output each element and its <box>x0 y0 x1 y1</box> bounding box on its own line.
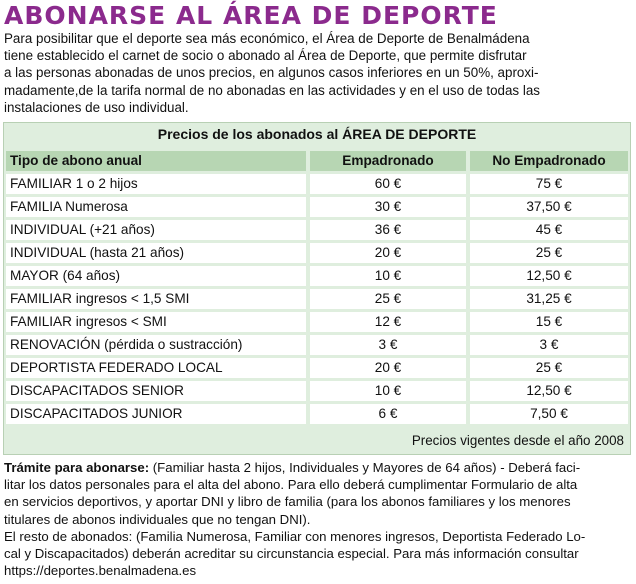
cell-no-empadronado: 25 € <box>466 358 628 378</box>
cell-tipo: MAYOR (64 años) <box>6 266 306 286</box>
cell-empadronado: 6 € <box>306 404 466 424</box>
cell-no-empadronado: 15 € <box>466 312 628 332</box>
notes-first-line-rest: (Familiar hasta 2 hijos, Individuales y Mayores de 64 años) - Deberá faci- <box>149 460 581 475</box>
intro-line: a las personas abonadas de unos precios, en algunos casos inferiores en un 50%, aproxi- <box>4 65 539 81</box>
table-footer: Precios vigentes desde el año 2008 <box>411 433 624 448</box>
table-row <box>6 312 628 332</box>
notes-line: en servicios deportivos, y aportar DNI y libro de familia (para los abonos familiares y los menores <box>4 494 571 510</box>
cell-no-empadronado: 12,50 € <box>466 266 628 286</box>
notes-paragraph <box>4 459 630 579</box>
table-row <box>6 289 628 309</box>
table-row <box>6 197 628 217</box>
table-row <box>6 266 628 286</box>
cell-no-empadronado: 7,50 € <box>466 404 628 424</box>
cell-tipo: INDIVIDUAL (hasta 21 años) <box>6 243 306 263</box>
cell-empadronado: 20 € <box>306 243 466 263</box>
cell-empadronado: 30 € <box>306 197 466 217</box>
cell-tipo: DISCAPACITADOS SENIOR <box>6 381 306 401</box>
table-row <box>6 335 628 355</box>
intro-line: instalaciones de uso individual. <box>4 99 189 115</box>
header-empadronado: Empadronado <box>306 151 466 171</box>
prices-table-box <box>3 122 631 455</box>
cell-no-empadronado: 12,50 € <box>466 381 628 401</box>
table-title: Precios de los abonados al ÁREA DE DEPORTE <box>157 126 477 142</box>
notes-link-line[interactable]: https://deportes.benalmadena.es <box>4 563 197 579</box>
table-row <box>6 404 628 424</box>
cell-empadronado: 12 € <box>306 312 466 332</box>
cell-tipo: FAMILIAR 1 o 2 hijos <box>6 174 306 194</box>
intro-line: tiene establecido el carnet de socio o abonado al Área de Deporte, que permite disfrutar <box>4 48 527 64</box>
cell-tipo: FAMILIAR ingresos < 1,5 SMI <box>6 289 306 309</box>
cell-empadronado: 10 € <box>306 266 466 286</box>
cell-tipo: DISCAPACITADOS JUNIOR <box>6 404 306 424</box>
cell-empadronado: 60 € <box>306 174 466 194</box>
notes-line: cal y Discapacitados) deberán acreditar su circunstancia especial. Para más información consultar <box>4 546 579 562</box>
cell-tipo: FAMILIA Numerosa <box>6 197 306 217</box>
cell-empadronado: 25 € <box>306 289 466 309</box>
intro-paragraph <box>4 30 630 116</box>
cell-no-empadronado: 75 € <box>466 174 628 194</box>
cell-empadronado: 20 € <box>306 358 466 378</box>
cell-tipo: FAMILIAR ingresos < SMI <box>6 312 306 332</box>
notes-label: Trámite para abonarse: <box>4 460 150 475</box>
cell-tipo: INDIVIDUAL (+21 años) <box>6 220 306 240</box>
table-row <box>6 243 628 263</box>
notes-first-line <box>4 459 630 476</box>
table-row <box>6 220 628 240</box>
prices-table <box>6 148 628 427</box>
notes-line: titulares de abonos individuales que no tengan DNI). <box>4 511 311 527</box>
table-row <box>6 358 628 378</box>
intro-line: madamente,de la tarifa normal de no abonadas en las actividades y en el uso de todas las <box>4 82 540 98</box>
cell-no-empadronado: 45 € <box>466 220 628 240</box>
notes-line: El resto de abonados: (Familia Numerosa, Familiar con menores ingresos, Deportista Federado Lo- <box>4 528 586 544</box>
cell-no-empadronado: 3 € <box>466 335 628 355</box>
intro-line: Para posibilitar que el deporte sea más económico, el Área de Deporte de Benalmádena <box>4 31 530 46</box>
page-title: ABONARSE AL ÁREA DE DEPORTE <box>4 1 498 30</box>
cell-no-empadronado: 37,50 € <box>466 197 628 217</box>
cell-tipo: RENOVACIÓN (pérdida o sustracción) <box>6 335 306 355</box>
table-body <box>6 174 628 424</box>
table-row <box>6 174 628 194</box>
cell-empadronado: 3 € <box>306 335 466 355</box>
cell-tipo: DEPORTISTA FEDERADO LOCAL <box>6 358 306 378</box>
cell-no-empadronado: 25 € <box>466 243 628 263</box>
notes-line: litar los datos personales para el alta del abono. Para ello deberá cumplimentar Formulario de alta <box>4 477 578 493</box>
table-row <box>6 381 628 401</box>
header-tipo: Tipo de abono anual <box>6 151 306 171</box>
cell-empadronado: 10 € <box>306 381 466 401</box>
cell-empadronado: 36 € <box>306 220 466 240</box>
header-no-empadronado: No Empadronado <box>466 151 628 171</box>
cell-no-empadronado: 31,25 € <box>466 289 628 309</box>
table-header-row <box>6 151 628 171</box>
